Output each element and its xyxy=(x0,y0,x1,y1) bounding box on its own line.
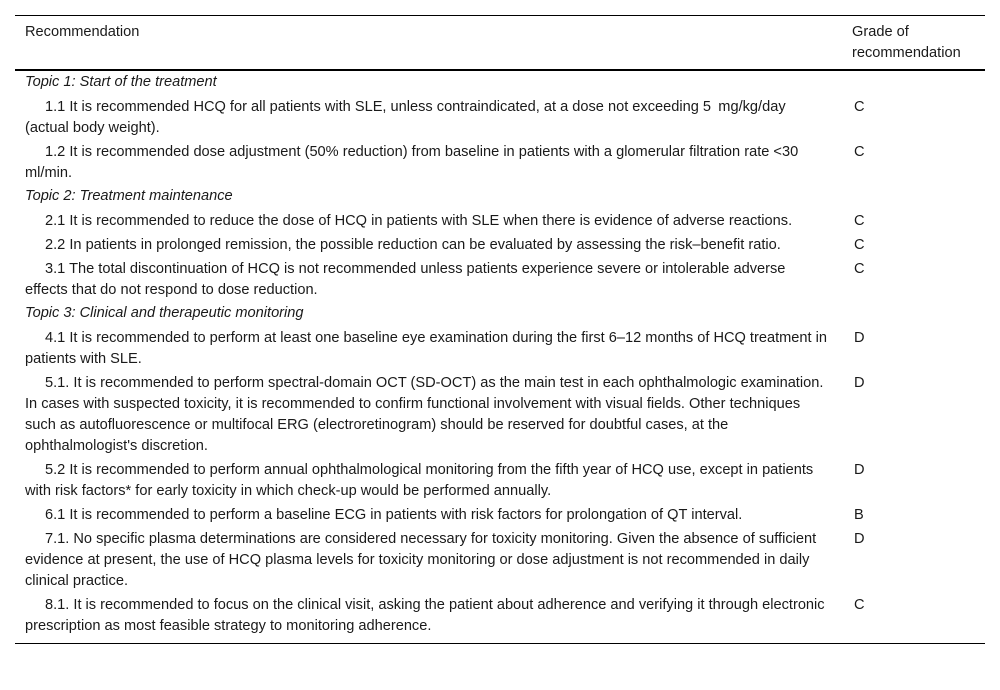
recommendation-text: 3.1 The total discontinuation of HCQ is not recommended unless patients experience severe or intolerable adverse effects that do not respond to dose reduction. xyxy=(25,261,786,298)
topic-title: Topic 1: Start of the treatment xyxy=(25,74,217,90)
recommendation-text: 1.1 It is recommended HCQ for all patients with SLE, unless contraindicated, at a dose not exceeding 5 mg/kg/day (actual body weight). xyxy=(25,99,786,136)
table-row xyxy=(15,503,985,527)
topic-row xyxy=(15,70,985,95)
grade-value: D xyxy=(854,375,865,391)
table-header xyxy=(15,16,985,71)
recommendation-text: 6.1 It is recommended to perform a baseline ECG in patients with risk factors for prolongation of QT interval. xyxy=(45,507,743,523)
recommendation-text: 5.1. It is recommended to perform spectral-domain OCT (SD-OCT) as the main test in each ophthalmologic examination. In cases with suspected toxicity, it is recommended to confirm functional involvement with visual fields. Other techniques such as autofluorescence or multifocal ERG (electroretinogram) should be reserved for doubtful cases, at the ophthalmologist's discretion. xyxy=(25,375,824,454)
grade-value: C xyxy=(854,213,865,229)
recommendation-text: 4.1 It is recommended to perform at least one baseline eye examination during the first 6–12 months of HCQ treatment in patients with SLE. xyxy=(25,330,827,367)
grade-value: C xyxy=(854,144,865,160)
header-recommendation: Recommendation xyxy=(25,24,140,40)
header-grade: Grade of recommendation xyxy=(852,24,961,61)
table-body xyxy=(15,70,985,644)
table-row xyxy=(15,233,985,257)
grade-value: B xyxy=(854,507,864,523)
grade-value: C xyxy=(854,597,865,613)
topic-title: Topic 2: Treatment maintenance xyxy=(25,188,233,204)
topic-title: Topic 3: Clinical and therapeutic monitoring xyxy=(25,305,304,321)
recommendation-text: 5.2 It is recommended to perform annual ophthalmological monitoring from the fifth year of HCQ use, except in patients with risk factors* for early toxicity in which check-up would be performed annually. xyxy=(25,462,814,499)
table-row xyxy=(15,95,985,140)
recommendation-text: 1.2 It is recommended dose adjustment (50% reduction) from baseline in patients with a glomerular filtration rate <30 ml/min. xyxy=(25,144,806,181)
recommendation-text: 8.1. It is recommended to focus on the clinical visit, asking the patient about adherence and verifying it through electronic prescription as most feasible strategy to monitoring adherence. xyxy=(25,597,825,634)
recommendation-text: 7.1. No specific plasma determinations are considered necessary for toxicity monitoring. Given the absence of sufficient evidence at present, the use of HCQ plasma levels for toxicity monitoring or dose adjustment is not recommended in daily clinical practice. xyxy=(25,531,817,589)
table-row xyxy=(15,140,985,185)
topic-row xyxy=(15,185,985,209)
header-row xyxy=(15,16,985,71)
topic-row xyxy=(15,302,985,326)
grade-value: C xyxy=(854,99,865,115)
table-row xyxy=(15,458,985,503)
recommendation-text: 2.1 It is recommended to reduce the dose of HCQ in patients with SLE when there is evidence of adverse reactions. xyxy=(45,213,793,229)
grade-value: D xyxy=(854,330,865,346)
recommendations-table xyxy=(15,15,985,644)
table-row xyxy=(15,527,985,593)
grade-value: C xyxy=(854,261,865,277)
table-row xyxy=(15,593,985,644)
grade-value: D xyxy=(854,531,865,547)
table-row xyxy=(15,209,985,233)
table-row xyxy=(15,371,985,458)
grade-value: D xyxy=(854,462,865,478)
grade-value: C xyxy=(854,237,865,253)
recommendation-text: 2.2 In patients in prolonged remission, the possible reduction can be evaluated by assessing the risk–benefit ratio. xyxy=(45,237,781,253)
recommendations-table-container xyxy=(15,15,985,644)
table-row xyxy=(15,326,985,371)
table-row xyxy=(15,257,985,302)
